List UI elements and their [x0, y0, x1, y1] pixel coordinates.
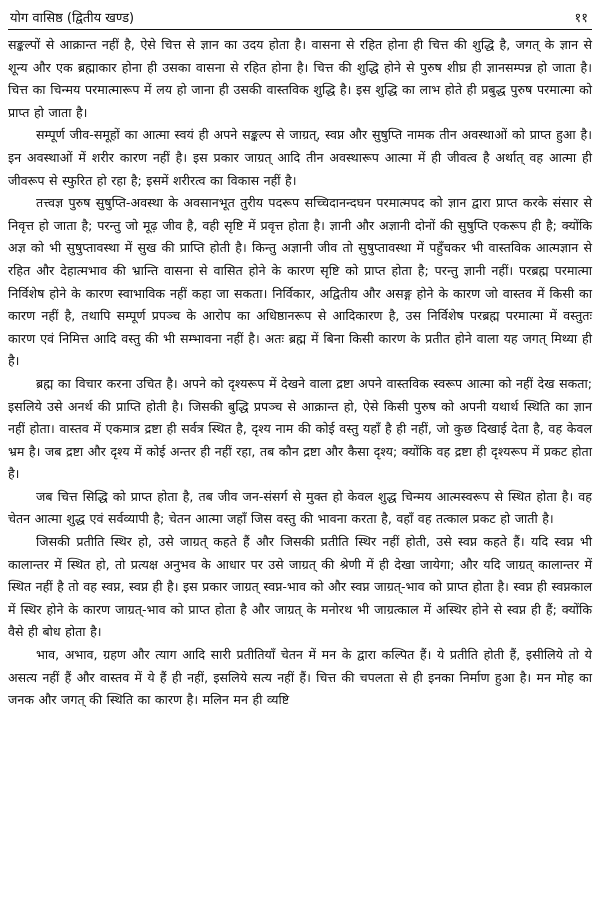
- paragraph-3: तत्त्वज्ञ पुरुष सुषुप्ति-अवस्था के अवसानभूत तुरीय पदरूप सच्चिदानन्दघन परमात्मपद को ज्ञान द्वारा प्राप्त करके संसार से निवृत्त हो जाता है; परन्तु जो मूढ़ जीव है, वही सृष्टि में प्रवृत्त होता है। ज्ञानी और अज्ञानी दोनों की सुषुप्ति एकरूप ही है; क्योंकि अज्ञ को भी सुषुप्तावस्था में सुख की प्राप्ति होती है। किन्तु अज्ञानी जीव तो सुषुप्तावस्था में पहुँचकर भी वास्तविक आत्मज्ञान से रहित और देहात्मभाव की भ्रान्ति वासना से वासित होने के कारण सृष्टि को प्राप्त होता है; परन्तु ज्ञानी नहीं। परब्रह्म परमात्मा निर्विशेष होने के कारण स्वाभाविक नहीं कहा जा सकता। निर्विकार, अद्वितीय और असङ्ग होने के कारण जो वास्तव में किसी का कारण नहीं है, तथापि सम्पूर्ण प्रपञ्च के आरोप का अधिष्ठानरूप से आदिकारण है, उस निर्विशेष परब्रह्म परमात्मा में वस्तुतः कारण एवं निमित्त आदि वस्तु की भी सम्भावना नहीं है। अतः ब्रह्म में बिना किसी कारण के प्रतीत होने वाला यह जगत् मिथ्या ही है।: [8, 195, 592, 369]
- running-header: [8, 8, 592, 30]
- book-title: योग वासिष्ठ (द्वितीय खण्ड): [10, 11, 135, 26]
- paragraph-6: जिसकी प्रतीति स्थिर हो, उसे जाग्रत् कहते हैं और जिसकी प्रतीति स्थिर नहीं होती, उसे स्वप्न कहते हैं। यदि स्वप्न भी कालान्तर में स्थित हो, तो प्रत्यक्ष अनुभव के आधार पर उसे जाग्रत् की श्रेणी में ही देखा जायेगा; और यदि जाग्रत् कालान्तर में स्थित नहीं है तो वह स्वप्न, स्वप्न ही है। इस प्रकार जाग्रत् स्वप्न-भाव को और स्वप्न जाग्रत्-भाव को प्राप्त होता है। स्वप्न ही स्वप्नकाल में स्थिर होने के कारण जाग्रत्-भाव को प्राप्त होता है और जाग्रत् के मनोरथ भी जाग्रत्काल में अस्थिर होने से स्वप्न ही हैं; क्योंकि वैसे ही बोध होता है।: [8, 534, 592, 640]
- paragraph-2: सम्पूर्ण जीव-समूहों का आत्मा स्वयं ही अपने सङ्कल्प से जाग्रत्, स्वप्न और सुषुप्ति नामक तीन अवस्थाओं को प्राप्त हुआ है। इन अवस्थाओं में शरीर कारण नहीं है। इस प्रकार जाग्रत् आदि तीन अवस्थारूप आत्मा में ही जीवत्व है अर्थात् वह आत्मा ही जीवरूप से स्फुरित हो रहा है; इसमें शरीरत्व का विकास नहीं है।: [8, 127, 592, 188]
- page-body: [8, 34, 592, 712]
- paragraph-5: जब चित्त सिद्धि को प्राप्त होता है, तब जीव जन-संसर्ग से मुक्त हो केवल शुद्ध चिन्मय आत्मस्वरूप से स्थित होता है। वह चेतन आत्मा शुद्ध एवं सर्वव्यापी है; चेतन आत्मा जहाँ जिस वस्तु की भावना करता है, वहाँ वह तत्काल प्रकट हो जाती है।: [8, 488, 592, 527]
- paragraph-1: सङ्कल्पों से आक्रान्त नहीं है, ऐसे चित्त से ज्ञान का उदय होता है। वासना से रहित होना ही चित्त की शुद्धि है, जगत् के ज्ञान से शून्य और एक ब्रह्माकार होना ही उसका वासना से रहित होना है। चित्त की शुद्धि होने से पुरुष शीघ्र ही ज्ञानसम्पन्न हो जाता है। चित्त का चिन्मय परमात्मारूप में लय हो जाना ही उसकी वास्तविक शुद्धि है। इस शुद्धि का लाभ होते ही प्रबुद्ध पुरुष परमात्मा को प्राप्त हो जाता है।: [8, 37, 592, 120]
- paragraph-7: भाव, अभाव, ग्रहण और त्याग आदि सारी प्रतीतियाँ चेतन में मन के द्वारा कल्पित हैं। ये प्रतीति होती हैं, इसीलिये तो ये असत्य नहीं हैं और वास्तव में ये हैं ही नहीं, इसलिये सत्य नहीं हैं। चित्त की चपलता से ही इनका निर्माण हुआ है। मन मोह का जनक और जगत् की स्थिति का कारण है। मलिन मन ही व्यष्टि: [8, 647, 592, 708]
- page-number: ११: [574, 11, 588, 26]
- paragraph-4: ब्रह्म का विचार करना उचित है। अपने को दृश्यरूप में देखने वाला द्रष्टा अपने वास्तविक स्वरूप आत्मा को नहीं देख सकता; इसलिये उसे अनर्थ की प्राप्ति होती है। जिसकी बुद्धि प्रपञ्च से आक्रान्त हो, ऐसे किसी पुरुष को अपनी यथार्थ स्थिति का ज्ञान नहीं होता। वास्तव में एकमात्र द्रष्टा ही सर्वत्र स्थित है, दृश्य नाम की कोई वस्तु यहाँ है ही नहीं, जो कुछ दिखाई देता है, वह केवल भ्रम है। जब द्रष्टा और दृश्य में कोई अन्तर ही नहीं रहा, तब कौन द्रष्टा और कैसा दृश्य; क्योंकि वह द्रष्टा ही दृश्यरूप में प्रकट होता है।: [8, 375, 592, 482]
